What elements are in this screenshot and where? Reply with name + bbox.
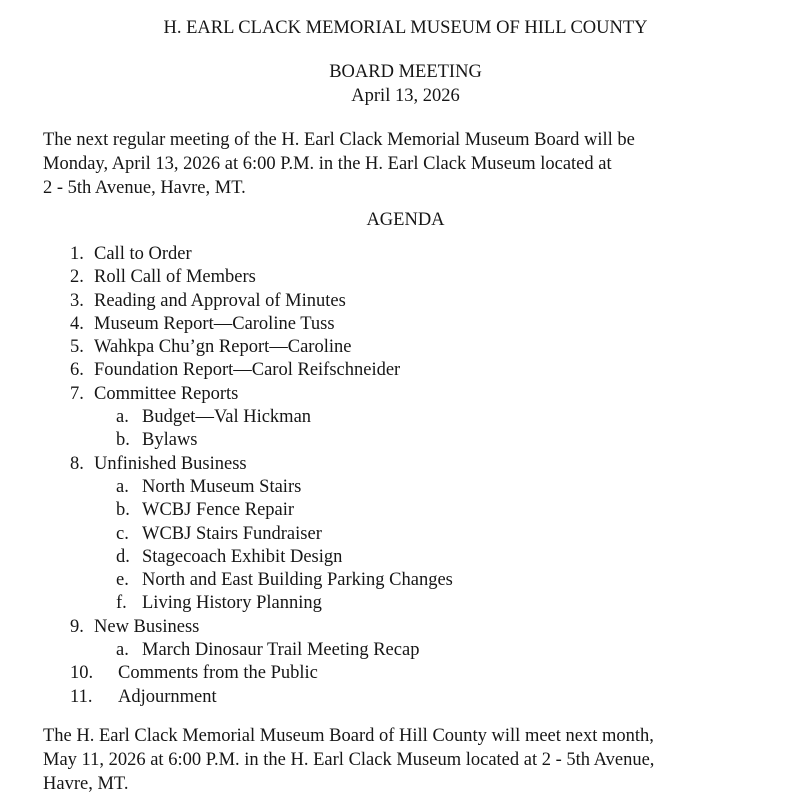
agenda-item-label: Budget—Val Hickman [142, 407, 312, 428]
agenda-item-marker: b. [116, 430, 130, 451]
agenda-item-marker: 4. [70, 313, 84, 334]
agenda-item [0, 476, 811, 499]
agenda-item-marker: 6. [70, 360, 84, 381]
agenda-item [0, 383, 811, 406]
agenda-item [0, 592, 811, 615]
agenda-item-label: Committee Reports [94, 383, 239, 404]
agenda-item [0, 686, 811, 709]
agenda-item-label: Museum Report—Caroline Tuss [94, 313, 335, 334]
agenda-item [0, 243, 811, 266]
agenda-item [0, 290, 811, 313]
intro-line-3: 2 - 5th Avenue, Havre, MT. [43, 178, 246, 198]
agenda-item-label: Reading and Approval of Minutes [94, 290, 346, 311]
agenda-item-label: Foundation Report—Carol Reifschneider [94, 360, 401, 381]
closing-line-3: Havre, MT. [43, 773, 129, 794]
agenda-item [0, 266, 811, 289]
agenda-item-marker: e. [116, 570, 129, 591]
agenda-item-label: Adjournment [118, 686, 217, 707]
meeting-date: April 13, 2026 [351, 86, 460, 106]
agenda-item [0, 546, 811, 569]
intro-line-2: Monday, April 13, 2026 at 6:00 P.M. in the H. Earl Clack Museum located at [43, 154, 612, 174]
closing-paragraph [43, 724, 771, 796]
agenda-item-label: WCBJ Stairs Fundraiser [142, 523, 322, 544]
agenda-item-label: New Business [94, 616, 200, 637]
agenda-item-label: WCBJ Fence Repair [142, 500, 295, 521]
agenda-item-marker: a. [116, 640, 129, 661]
agenda-item-label: Wahkpa Chu’gn Report—Caroline [94, 337, 352, 358]
agenda-item-marker: 7. [70, 383, 84, 404]
agenda-item-marker: f. [116, 593, 127, 614]
document-title: H. EARL CLACK MEMORIAL MUSEUM OF HILL COUNTY [163, 18, 648, 38]
agenda-item-marker: 9. [70, 616, 84, 637]
agenda-item-label: Bylaws [142, 430, 198, 451]
closing-line-2: May 11, 2026 at 6:00 P.M. in the H. Earl Clack Museum located at 2 - 5th Avenue, [43, 749, 655, 770]
agenda-item-label: Call to Order [94, 244, 192, 264]
agenda-item-label: Stagecoach Exhibit Design [142, 546, 343, 567]
agenda-item-marker: 10. [70, 663, 94, 684]
agenda-item [0, 406, 811, 429]
agenda-item [0, 662, 811, 685]
agenda-item-marker: b. [116, 500, 130, 521]
agenda-item-label: North Museum Stairs [142, 476, 302, 497]
agenda-item-label: March Dinosaur Trail Meeting Recap [142, 640, 420, 661]
agenda-item-marker: 1. [70, 244, 84, 264]
agenda-item [0, 523, 811, 546]
agenda-item [0, 499, 811, 522]
agenda-item-label: North and East Building Parking Changes [142, 570, 453, 591]
agenda-item-marker: a. [116, 407, 129, 428]
agenda-item-marker: 5. [70, 337, 84, 358]
agenda-item [0, 453, 811, 476]
agenda-item [0, 336, 811, 359]
agenda-item-marker: 3. [70, 290, 84, 311]
agenda-item-marker: a. [116, 476, 129, 497]
agenda-item-label: Unfinished Business [94, 453, 247, 474]
agenda-heading: AGENDA [366, 210, 445, 230]
agenda-list [0, 243, 811, 709]
meeting-title: BOARD MEETING [329, 62, 482, 82]
agenda-item [0, 569, 811, 592]
agenda-item [0, 616, 811, 639]
agenda-item-label: Living History Planning [142, 593, 322, 614]
agenda-item [0, 639, 811, 662]
agenda-item-marker: d. [116, 546, 130, 567]
agenda-item-marker: c. [116, 523, 129, 544]
agenda-item [0, 429, 811, 452]
agenda-item-marker: 11. [70, 686, 93, 707]
agenda-item-marker: 8. [70, 453, 84, 474]
agenda-item-label: Comments from the Public [118, 663, 318, 684]
agenda-item [0, 313, 811, 336]
agenda-item-label: Roll Call of Members [94, 267, 256, 288]
intro-line-1: The next regular meeting of the H. Earl Clack Memorial Museum Board will be [43, 130, 635, 150]
agenda-item-marker: 2. [70, 267, 84, 288]
closing-line-1: The H. Earl Clack Memorial Museum Board of Hill County will meet next month, [43, 725, 654, 746]
agenda-item [0, 359, 811, 382]
intro-paragraph [43, 128, 771, 200]
